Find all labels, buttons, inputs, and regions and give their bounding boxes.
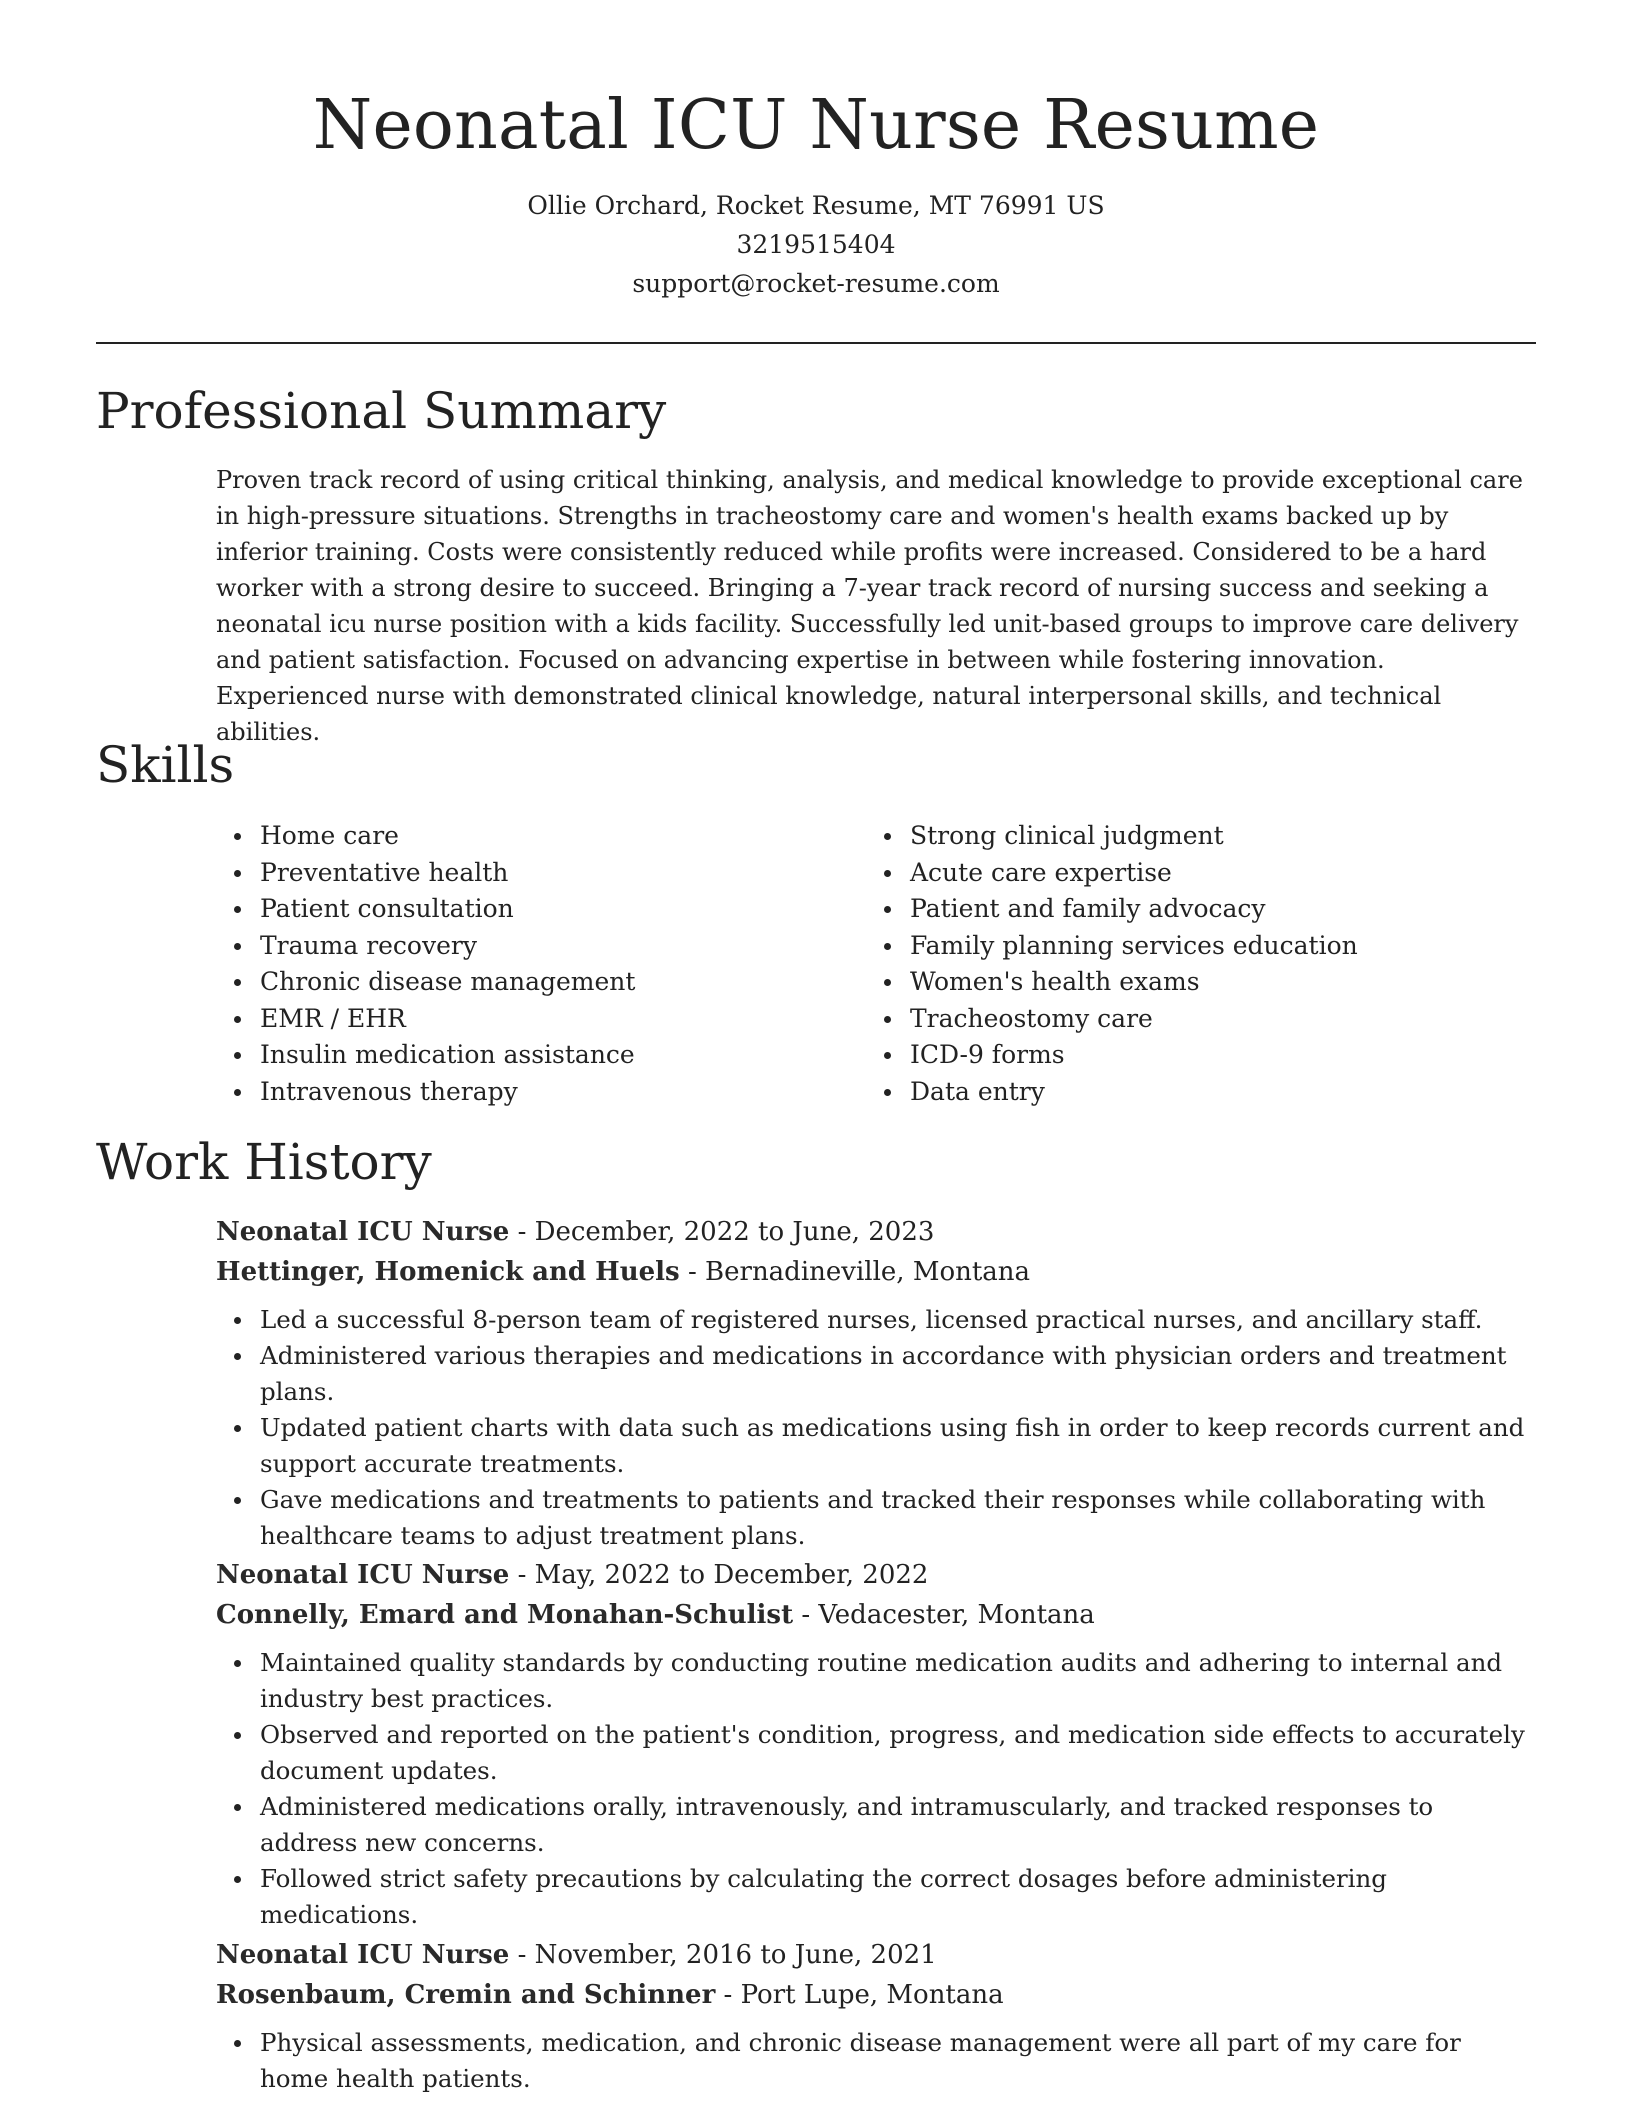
resume-header	[0, 78, 1632, 303]
skill-item: Family planning services education	[866, 928, 1526, 965]
skill-item: Women's health exams	[866, 964, 1526, 1001]
skill-item: Patient consultation	[216, 891, 836, 928]
job-bullet: Physical assessments, medication, and chronic disease management were all part of my care for home health patients.	[216, 2025, 1536, 2097]
skill-item: Preventative health	[216, 855, 836, 892]
contact-block	[0, 186, 1632, 303]
skill-item: Chronic disease management	[216, 964, 836, 1001]
job-company-line	[216, 1252, 1536, 1292]
job-location: Port Lupe, Montana	[740, 1980, 1004, 2010]
job-company: Rosenbaum, Cremin and Schinner	[216, 1980, 716, 2010]
job-dates: December, 2022 to June, 2023	[534, 1217, 935, 1247]
skills-heading: Skills	[96, 736, 235, 794]
job-location: Bernadineville, Montana	[705, 1257, 1031, 1287]
job-entry	[216, 1555, 1536, 1933]
job-bullet: Maintained quality standards by conducting routine medication audits and adhering to internal and industry best practices.	[216, 1645, 1536, 1717]
job-title-line	[216, 1212, 1536, 1252]
job-title: Neonatal ICU Nurse	[216, 1217, 510, 1247]
job-bullet: Led a successful 8-person team of registered nurses, licensed practical nurses, and ancillary staff.	[216, 1302, 1536, 1338]
job-company-line	[216, 1975, 1536, 2015]
skill-item: EMR / EHR	[216, 1001, 836, 1038]
job-bullet: Gave medications and treatments to patients and tracked their responses while collaborating with healthcare teams to adjust treatment plans.	[216, 1482, 1536, 1554]
skill-item: ICD-9 forms	[866, 1037, 1526, 1074]
job-bullet: Followed strict safety precautions by calculating the correct dosages before administering medications.	[216, 1861, 1536, 1933]
job-title: Neonatal ICU Nurse	[216, 1560, 510, 1590]
summary-text: Proven track record of using critical thinking, analysis, and medical knowledge to provide exceptional care in high-pressure situations. Strengths in tracheostomy care and women's health exams backed up by inferior training. Costs were consistently reduced while profits were increased. Considered to be a hard worker with a strong desire to succeed. Bringing a 7-year track record of nursing success and seeking a neonatal icu nurse position with a kids facility. Successfully led unit-based groups to improve care delivery and patient satisfaction. Focused on advancing expertise in between while fostering innovation. Experienced nurse with demonstrated clinical knowledge, natural interpersonal skills, and technical abilities.	[216, 466, 1523, 746]
contact-email: support@rocket-resume.com	[632, 269, 1000, 298]
job-bullet: Updated patient charts with data such as medications using fish in order to keep records current and support accurate treatments.	[216, 1410, 1536, 1482]
resume-title: Neonatal ICU Nurse Resume	[312, 86, 1320, 165]
job-location: Vedacester, Montana	[818, 1600, 1095, 1630]
skill-item: Data entry	[866, 1074, 1526, 1111]
job-separator: -	[509, 1560, 535, 1590]
job-bullet: Observed and reported on the patient's condition, progress, and medication side effects to accurately document updates.	[216, 1717, 1536, 1789]
job-entry	[216, 1212, 1536, 1554]
job-bullets	[216, 1645, 1536, 1933]
job-entry	[216, 1935, 1536, 2097]
job-title: Neonatal ICU Nurse	[216, 1940, 510, 1970]
skill-item: Trauma recovery	[216, 928, 836, 965]
job-separator: -	[679, 1257, 706, 1287]
work-history-heading: Work History	[96, 1133, 432, 1191]
job-company: Connelly, Emard and Monahan-Schulist	[216, 1600, 794, 1630]
job-title-line	[216, 1935, 1536, 1975]
skill-item: Intravenous therapy	[216, 1074, 836, 1111]
skill-item: Patient and family advocacy	[866, 891, 1526, 928]
skill-item: Strong clinical judgment	[866, 818, 1526, 855]
job-dates: May, 2022 to December, 2022	[534, 1560, 929, 1590]
job-separator: -	[509, 1217, 535, 1247]
skill-item: Insulin medication assistance	[216, 1037, 836, 1074]
contact-address: Ollie Orchard, Rocket Resume, MT 76991 US	[527, 191, 1105, 220]
skills-list-left	[216, 818, 836, 1110]
job-bullet: Administered various therapies and medications in accordance with physician orders and treatment plans.	[216, 1338, 1536, 1410]
job-separator: -	[715, 1980, 741, 2010]
job-bullets	[216, 2025, 1536, 2097]
skill-item: Acute care expertise	[866, 855, 1526, 892]
job-company-line	[216, 1595, 1536, 1635]
job-company: Hettinger, Homenick and Huels	[216, 1257, 680, 1287]
summary-heading: Professional Summary	[96, 382, 667, 440]
skill-item: Home care	[216, 818, 836, 855]
header-divider	[96, 342, 1536, 344]
job-bullets	[216, 1302, 1536, 1554]
job-dates: November, 2016 to June, 2021	[534, 1940, 937, 1970]
job-separator: -	[509, 1940, 535, 1970]
job-separator: -	[793, 1600, 819, 1630]
job-title-line	[216, 1555, 1536, 1595]
job-bullet: Administered medications orally, intravenously, and intramuscularly, and tracked responses to address new concerns.	[216, 1789, 1536, 1861]
contact-phone: 3219515404	[736, 230, 896, 259]
skills-list-right	[866, 818, 1526, 1110]
skill-item: Tracheostomy care	[866, 1001, 1526, 1038]
